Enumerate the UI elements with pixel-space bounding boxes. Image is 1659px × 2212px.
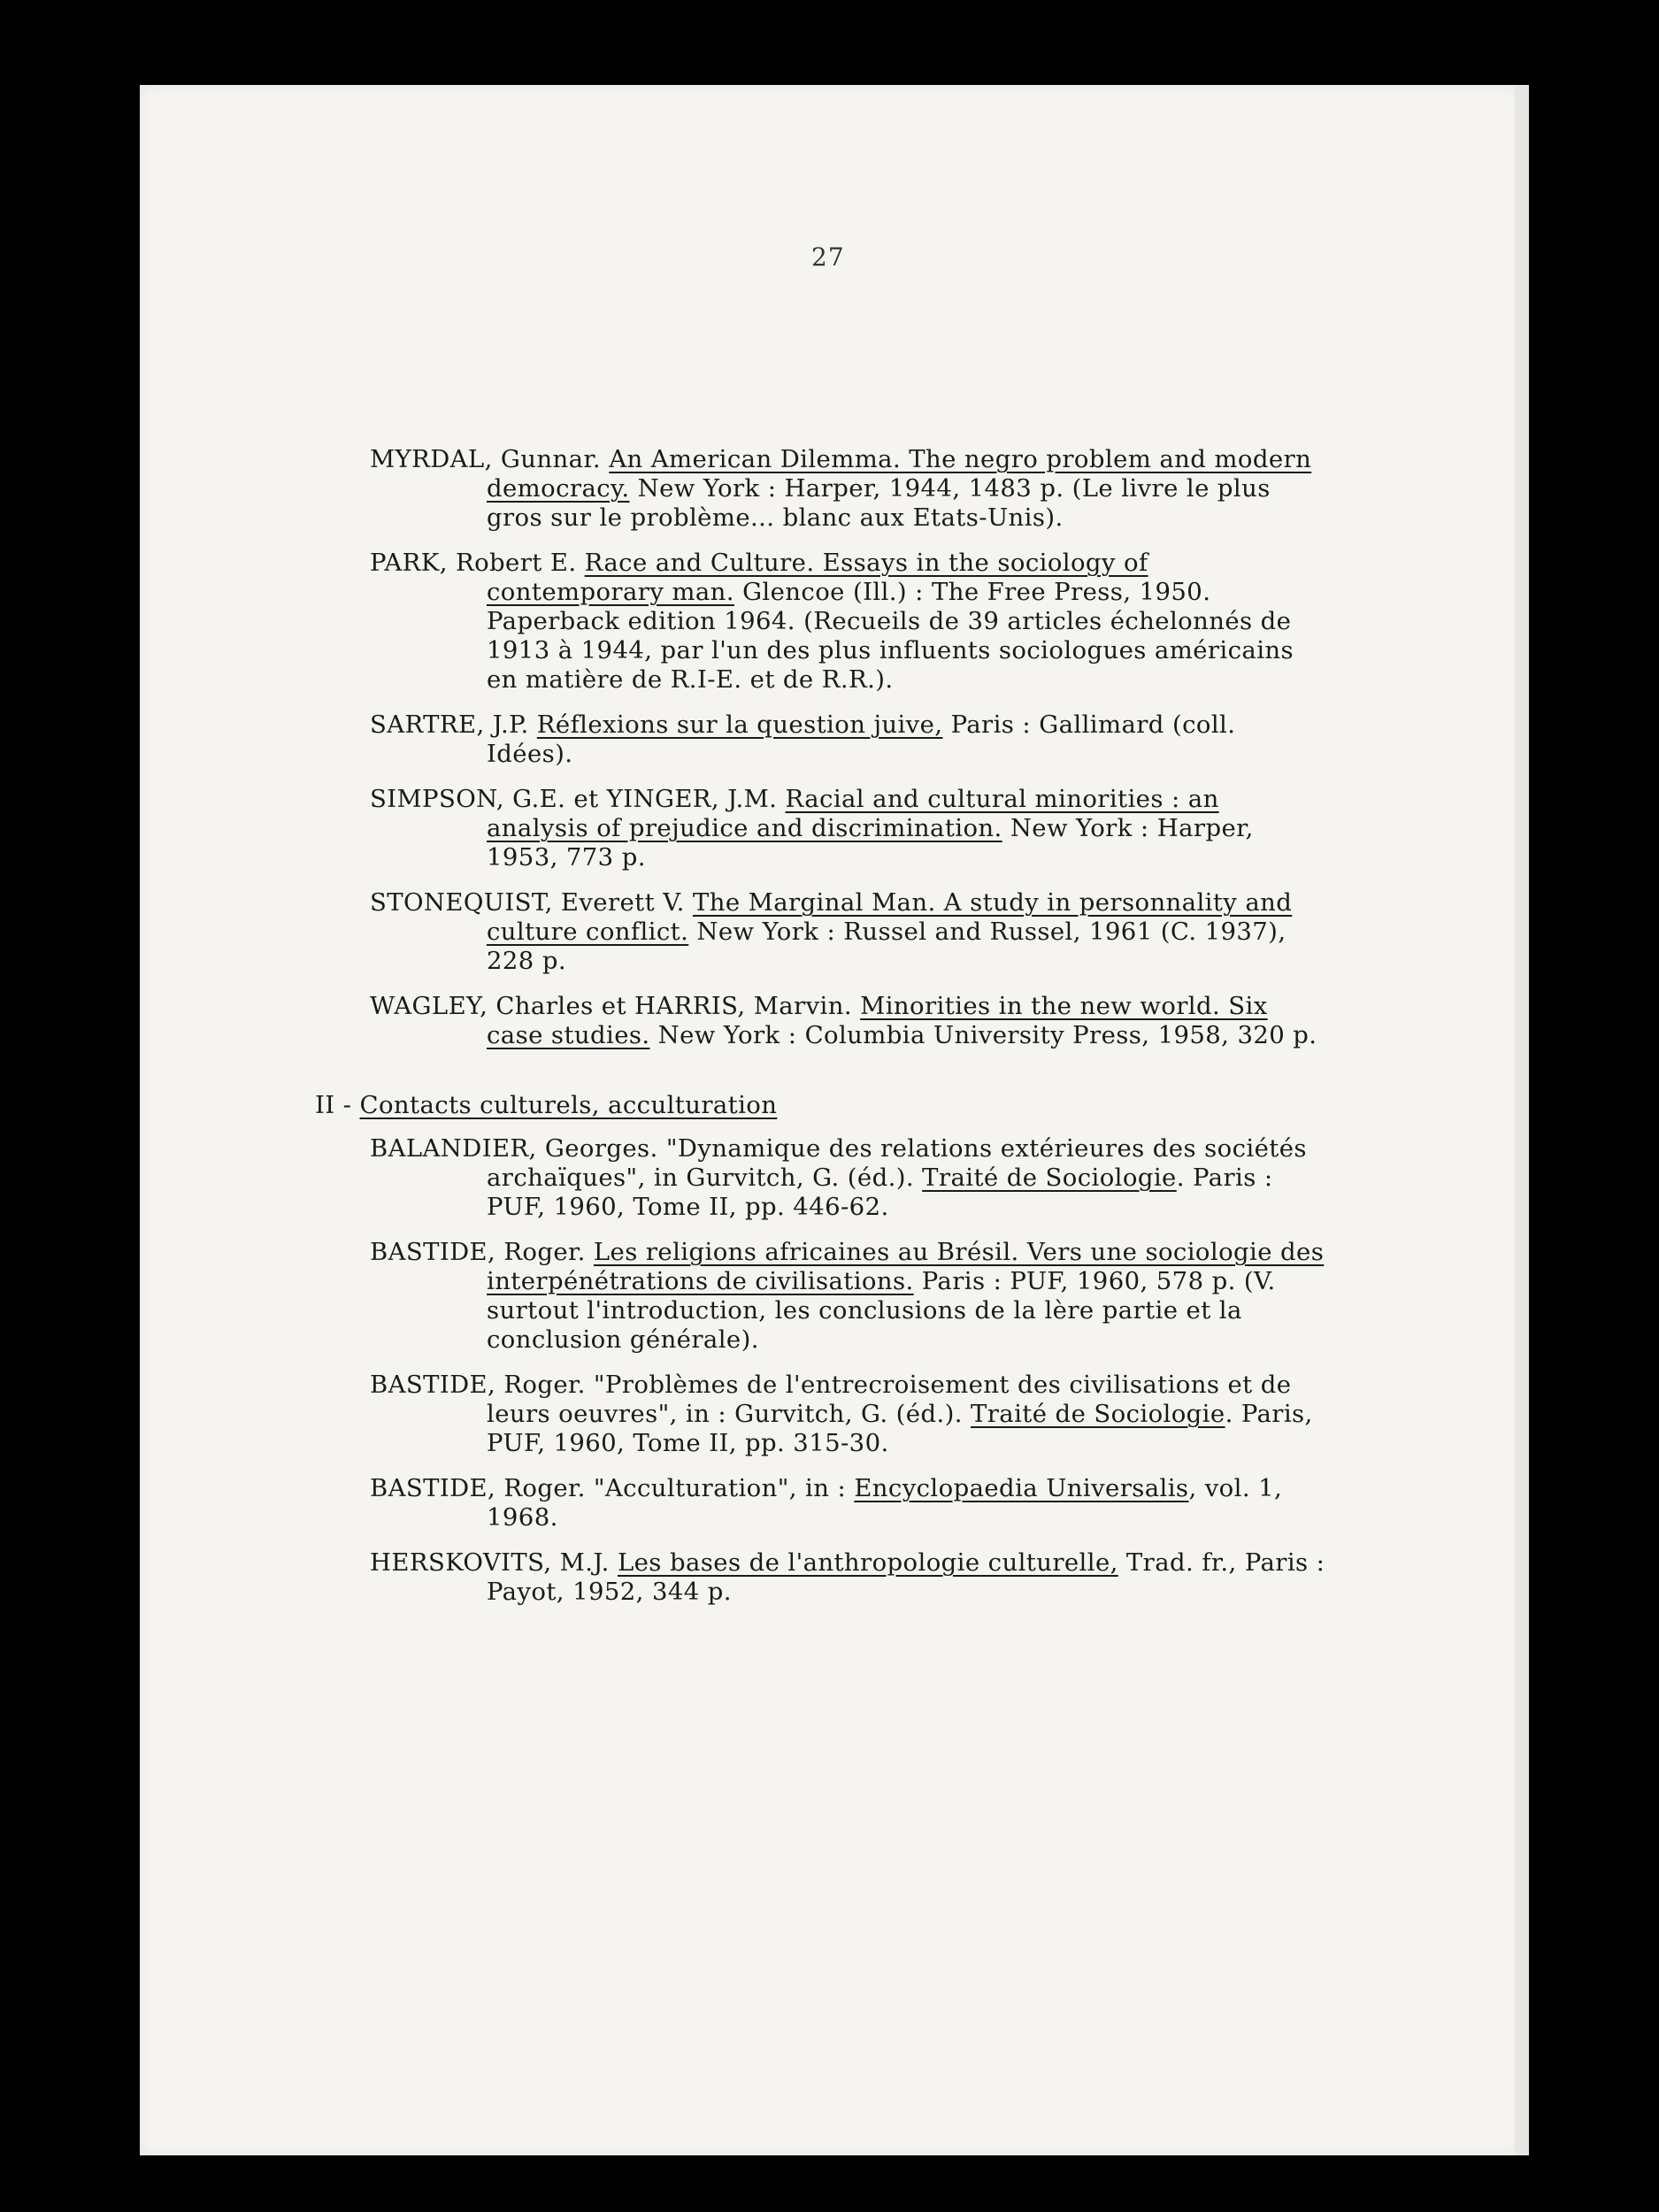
bibliography-entry-myrdal bbox=[370, 445, 1325, 533]
entry-author: SIMPSON, G.E. et YINGER, J.M. bbox=[370, 785, 778, 813]
bibliography-entry-sartre bbox=[370, 710, 1325, 769]
entry-title: Traité de Sociologie bbox=[922, 1164, 1177, 1192]
page-edge bbox=[1515, 85, 1529, 2155]
entry-prefix: "Acculturation", in : bbox=[585, 1474, 855, 1502]
entry-author: SARTRE, J.P. bbox=[370, 710, 529, 739]
bibliography-entry-bastide-2 bbox=[370, 1371, 1325, 1458]
entry-prefix bbox=[586, 1238, 594, 1266]
entry-details: . Paris, PUF, 1960, Tome II, pp. 315-30. bbox=[487, 1400, 1313, 1457]
entry-author: BASTIDE, Roger. bbox=[370, 1474, 586, 1502]
entry-details: New York : Harper, 1953, 773 p. bbox=[487, 814, 1254, 872]
entry-author: WAGLEY, Charles et HARRIS, Marvin. bbox=[370, 992, 852, 1020]
entry-author: BALANDIER, Georges. bbox=[370, 1134, 658, 1163]
entry-details: New York : Columbia University Press, 1958, 320 p. bbox=[649, 1021, 1317, 1049]
entry-title: The Marginal Man. A study in personnality and culture conflict. bbox=[487, 888, 1293, 946]
entry-title: Racial and cultural minorities : an analysis of prejudice and discrimination. bbox=[487, 785, 1219, 842]
entry-author: BASTIDE, Roger. bbox=[370, 1371, 586, 1399]
entry-title: Les bases de l'anthropologie culturelle, bbox=[617, 1548, 1118, 1577]
entry-title: An American Dilemma. The negro problem and modern democracy. bbox=[487, 445, 1312, 503]
bibliography-entry-stonequist bbox=[370, 888, 1325, 976]
entry-title: Encyclopaedia Universalis bbox=[854, 1474, 1189, 1502]
entry-title: Les religions africaines au Brésil. Vers une sociologie des interpénétrations de civilisations. bbox=[487, 1238, 1325, 1295]
bibliography-entry-park bbox=[370, 549, 1325, 695]
entry-details: Paris : PUF, 1960, 578 p. (V. surtout l'introduction, les conclusions de la lère partie et la conclusion générale). bbox=[487, 1267, 1276, 1354]
section-number: II - bbox=[315, 1091, 360, 1119]
entry-details: New York : Russel and Russel, 1961 (C. 1937), 228 p. bbox=[487, 918, 1286, 975]
entry-details: Glencoe (Ill.) : The Free Press, 1950. Paperback edition 1964. (Recueils de 39 articles échelonnés de 1913 à 1944, par l'un des plus influents sociologues américains en matière de R.I-E. et de R.R.). bbox=[487, 578, 1294, 694]
entry-details: , vol. 1, 1968. bbox=[487, 1474, 1283, 1532]
bibliography-entry-simpson bbox=[370, 785, 1325, 872]
entry-title: Race and Culture. Essays in the sociology of contemporary man. bbox=[487, 549, 1148, 606]
bibliography-entry-balandier bbox=[370, 1134, 1325, 1222]
bibliography-entry-wagley bbox=[370, 992, 1325, 1050]
entry-title: Réflexions sur la question juive, bbox=[536, 710, 943, 739]
entry-prefix bbox=[610, 1548, 618, 1577]
entry-title: Minorities in the new world. Six case studies. bbox=[487, 992, 1268, 1049]
entry-author: PARK, Robert E. bbox=[370, 549, 577, 577]
entry-author: STONEQUIST, Everett V. bbox=[370, 888, 685, 917]
bibliography-entry-bastide-1 bbox=[370, 1238, 1325, 1355]
bibliography-entry-herskovits bbox=[370, 1548, 1325, 1607]
entry-details: Trad. fr., Paris : Payot, 1952, 344 p. bbox=[487, 1548, 1325, 1606]
page-number: 27 bbox=[811, 242, 845, 272]
entry-title: Traité de Sociologie bbox=[971, 1400, 1225, 1428]
entry-details: New York : Harper, 1944, 1483 p. (Le livre le plus gros sur le problème... blanc aux Etats-Unis). bbox=[487, 474, 1271, 532]
bibliography-entry-bastide-3 bbox=[370, 1474, 1325, 1532]
entry-details: Paris : Gallimard (coll. Idées). bbox=[487, 710, 1236, 768]
section-heading bbox=[315, 1091, 1325, 1120]
entry-author: HERSKOVITS, M.J. bbox=[370, 1548, 610, 1577]
entry-author: BASTIDE, Roger. bbox=[370, 1238, 586, 1266]
entry-prefix: "Problèmes de l'entrecroisement des civilisations et de leurs oeuvres", in : Gurvitch, G. (éd.). bbox=[487, 1371, 1292, 1428]
entry-details: . Paris : PUF, 1960, Tome II, pp. 446-62. bbox=[487, 1164, 1273, 1221]
section-title: Contacts culturels, acculturation bbox=[359, 1091, 778, 1119]
entry-author: MYRDAL, Gunnar. bbox=[370, 445, 602, 473]
entry-prefix: "Dynamique des relations extérieures des sociétés archaïques", in Gurvitch, G. (éd.). bbox=[487, 1134, 1307, 1192]
bibliography bbox=[315, 445, 1325, 1623]
